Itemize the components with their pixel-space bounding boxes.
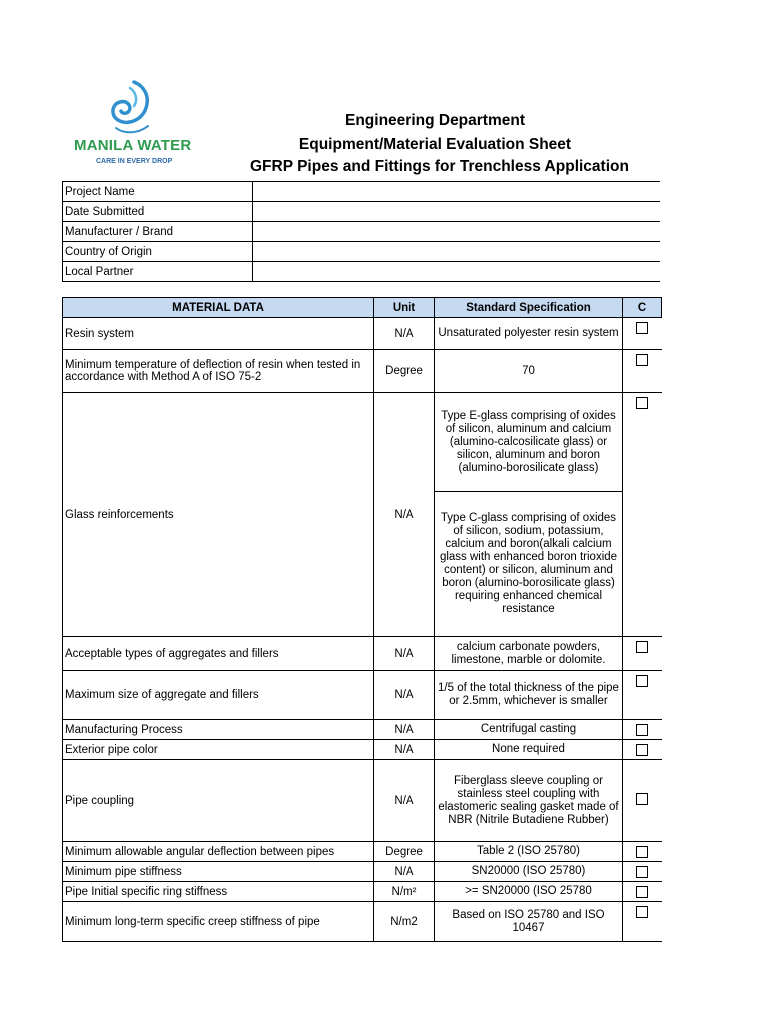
info-value-field[interactable] — [253, 242, 661, 262]
spec-cell: 1/5 of the total thickness of the pipe or 2.5mm, whichever is smaller — [435, 671, 623, 720]
table-row — [63, 720, 662, 740]
info-value-field[interactable] — [253, 202, 661, 222]
check-cell — [623, 671, 662, 720]
check-cell — [623, 720, 662, 740]
spec-cell: Unsaturated polyester resin system — [435, 318, 623, 350]
spec-cell: Type C-glass comprising of oxides of silicon, sodium, potassium, calcium and boron(alkali calcium glass with enhanced boron trioxide content) or silicon, aluminum and boron (alumino-borosilicate glass) requiring enhanced chemical resistance — [435, 492, 623, 637]
spec-cell: calcium carbonate powders, limestone, marble or dolomite. — [435, 637, 623, 671]
material-cell: Maximum size of aggregate and fillers — [63, 671, 374, 720]
material-cell: Minimum allowable angular deflection between pipes — [63, 842, 374, 862]
spec-cell: None required — [435, 740, 623, 760]
department-title: Engineering Department — [345, 112, 525, 129]
unit-cell: N/A — [374, 318, 435, 350]
unit-cell: Degree — [374, 350, 435, 393]
unit-cell: Degree — [374, 842, 435, 862]
table-row — [63, 637, 662, 671]
checkbox[interactable] — [636, 846, 648, 858]
unit-cell: N/m² — [374, 882, 435, 902]
spec-cell: Table 2 (ISO 25780) — [435, 842, 623, 862]
header-check: C — [623, 298, 662, 318]
spec-cell: Fiberglass sleeve coupling or stainless steel coupling with elastomeric sealing gasket made of NBR (Nitrile Butadiene Rubber) — [435, 760, 623, 842]
material-cell: Minimum temperature of deflection of resin when tested in accordance with Method A of ISO 75-2 — [63, 350, 374, 393]
material-cell: Resin system — [63, 318, 374, 350]
checkbox[interactable] — [636, 744, 648, 756]
info-value-field[interactable] — [253, 262, 661, 282]
table-row — [63, 862, 662, 882]
header-unit: Unit — [374, 298, 435, 318]
header-material-data: MATERIAL DATA — [63, 298, 374, 318]
unit-cell: N/A — [374, 671, 435, 720]
spec-cell: >= SN20000 (ISO 25780 — [435, 882, 623, 902]
check-cell — [623, 318, 662, 350]
checkbox[interactable] — [636, 397, 648, 409]
material-cell: Glass reinforcements — [63, 393, 374, 637]
info-label: Local Partner — [63, 262, 253, 282]
check-cell — [623, 637, 662, 671]
header-standard-specification: Standard Specification — [435, 298, 623, 318]
material-cell: Minimum pipe stiffness — [63, 862, 374, 882]
table-row — [63, 318, 662, 350]
table-row — [63, 393, 662, 492]
sheet-title: Equipment/Material Evaluation Sheet — [298, 136, 572, 153]
info-label: Project Name — [63, 182, 253, 202]
subject-title: GFRP Pipes and Fittings for Trenchless Application — [250, 158, 629, 175]
material-cell: Minimum long-term specific creep stiffness of pipe — [63, 902, 374, 942]
unit-cell: N/A — [374, 393, 435, 637]
spec-cell: Based on ISO 25780 and ISO 10467 — [435, 902, 623, 942]
checkbox[interactable] — [636, 675, 648, 687]
info-label: Manufacturer / Brand — [63, 222, 253, 242]
check-cell — [623, 882, 662, 902]
spec-cell: Type E-glass comprising of oxides of silicon, aluminum and calcium (alumino-calcosilicate glass) or silicon, aluminum and boron (alumino-borosilicate glass) — [435, 393, 623, 492]
checkbox[interactable] — [636, 906, 648, 918]
info-row — [63, 202, 661, 222]
table-row — [63, 740, 662, 760]
table-row — [63, 842, 662, 862]
project-info-table — [62, 181, 660, 282]
spec-cell: SN20000 (ISO 25780) — [435, 862, 623, 882]
table-row — [63, 671, 662, 720]
material-cell: Exterior pipe color — [63, 740, 374, 760]
check-cell — [623, 760, 662, 842]
unit-cell: N/A — [374, 637, 435, 671]
logo-tagline: CARE IN EVERY DROP — [96, 158, 173, 165]
info-value-field[interactable] — [253, 222, 661, 242]
check-cell — [623, 862, 662, 882]
info-label: Country of Origin — [63, 242, 253, 262]
unit-cell: N/A — [374, 720, 435, 740]
info-value-field[interactable] — [253, 182, 661, 202]
spec-cell: Centrifugal casting — [435, 720, 623, 740]
material-table-header — [63, 298, 662, 318]
info-label: Date Submitted — [63, 202, 253, 222]
checkbox[interactable] — [636, 322, 648, 334]
logo-wordmark: MANILA WATER — [74, 137, 192, 154]
material-cell: Manufacturing Process — [63, 720, 374, 740]
info-row — [63, 242, 661, 262]
check-cell — [623, 842, 662, 862]
checkbox[interactable] — [636, 866, 648, 878]
check-cell — [623, 740, 662, 760]
info-row — [63, 222, 661, 242]
table-row — [63, 350, 662, 393]
table-row — [63, 760, 662, 842]
check-cell — [623, 350, 662, 393]
unit-cell: N/A — [374, 740, 435, 760]
table-row — [63, 902, 662, 942]
info-row — [63, 262, 661, 282]
checkbox[interactable] — [636, 886, 648, 898]
info-row — [63, 182, 661, 202]
spec-cell: 70 — [435, 350, 623, 393]
unit-cell: N/A — [374, 862, 435, 882]
checkbox[interactable] — [636, 724, 648, 736]
unit-cell: N/m2 — [374, 902, 435, 942]
material-cell: Pipe coupling — [63, 760, 374, 842]
unit-cell: N/A — [374, 760, 435, 842]
material-data-table — [62, 297, 662, 942]
material-cell: Pipe Initial specific ring stiffness — [63, 882, 374, 902]
checkbox[interactable] — [636, 641, 648, 653]
check-cell — [623, 393, 662, 637]
check-cell — [623, 902, 662, 942]
table-row — [63, 882, 662, 902]
checkbox[interactable] — [636, 793, 648, 805]
material-cell: Acceptable types of aggregates and fillers — [63, 637, 374, 671]
checkbox[interactable] — [636, 354, 648, 366]
